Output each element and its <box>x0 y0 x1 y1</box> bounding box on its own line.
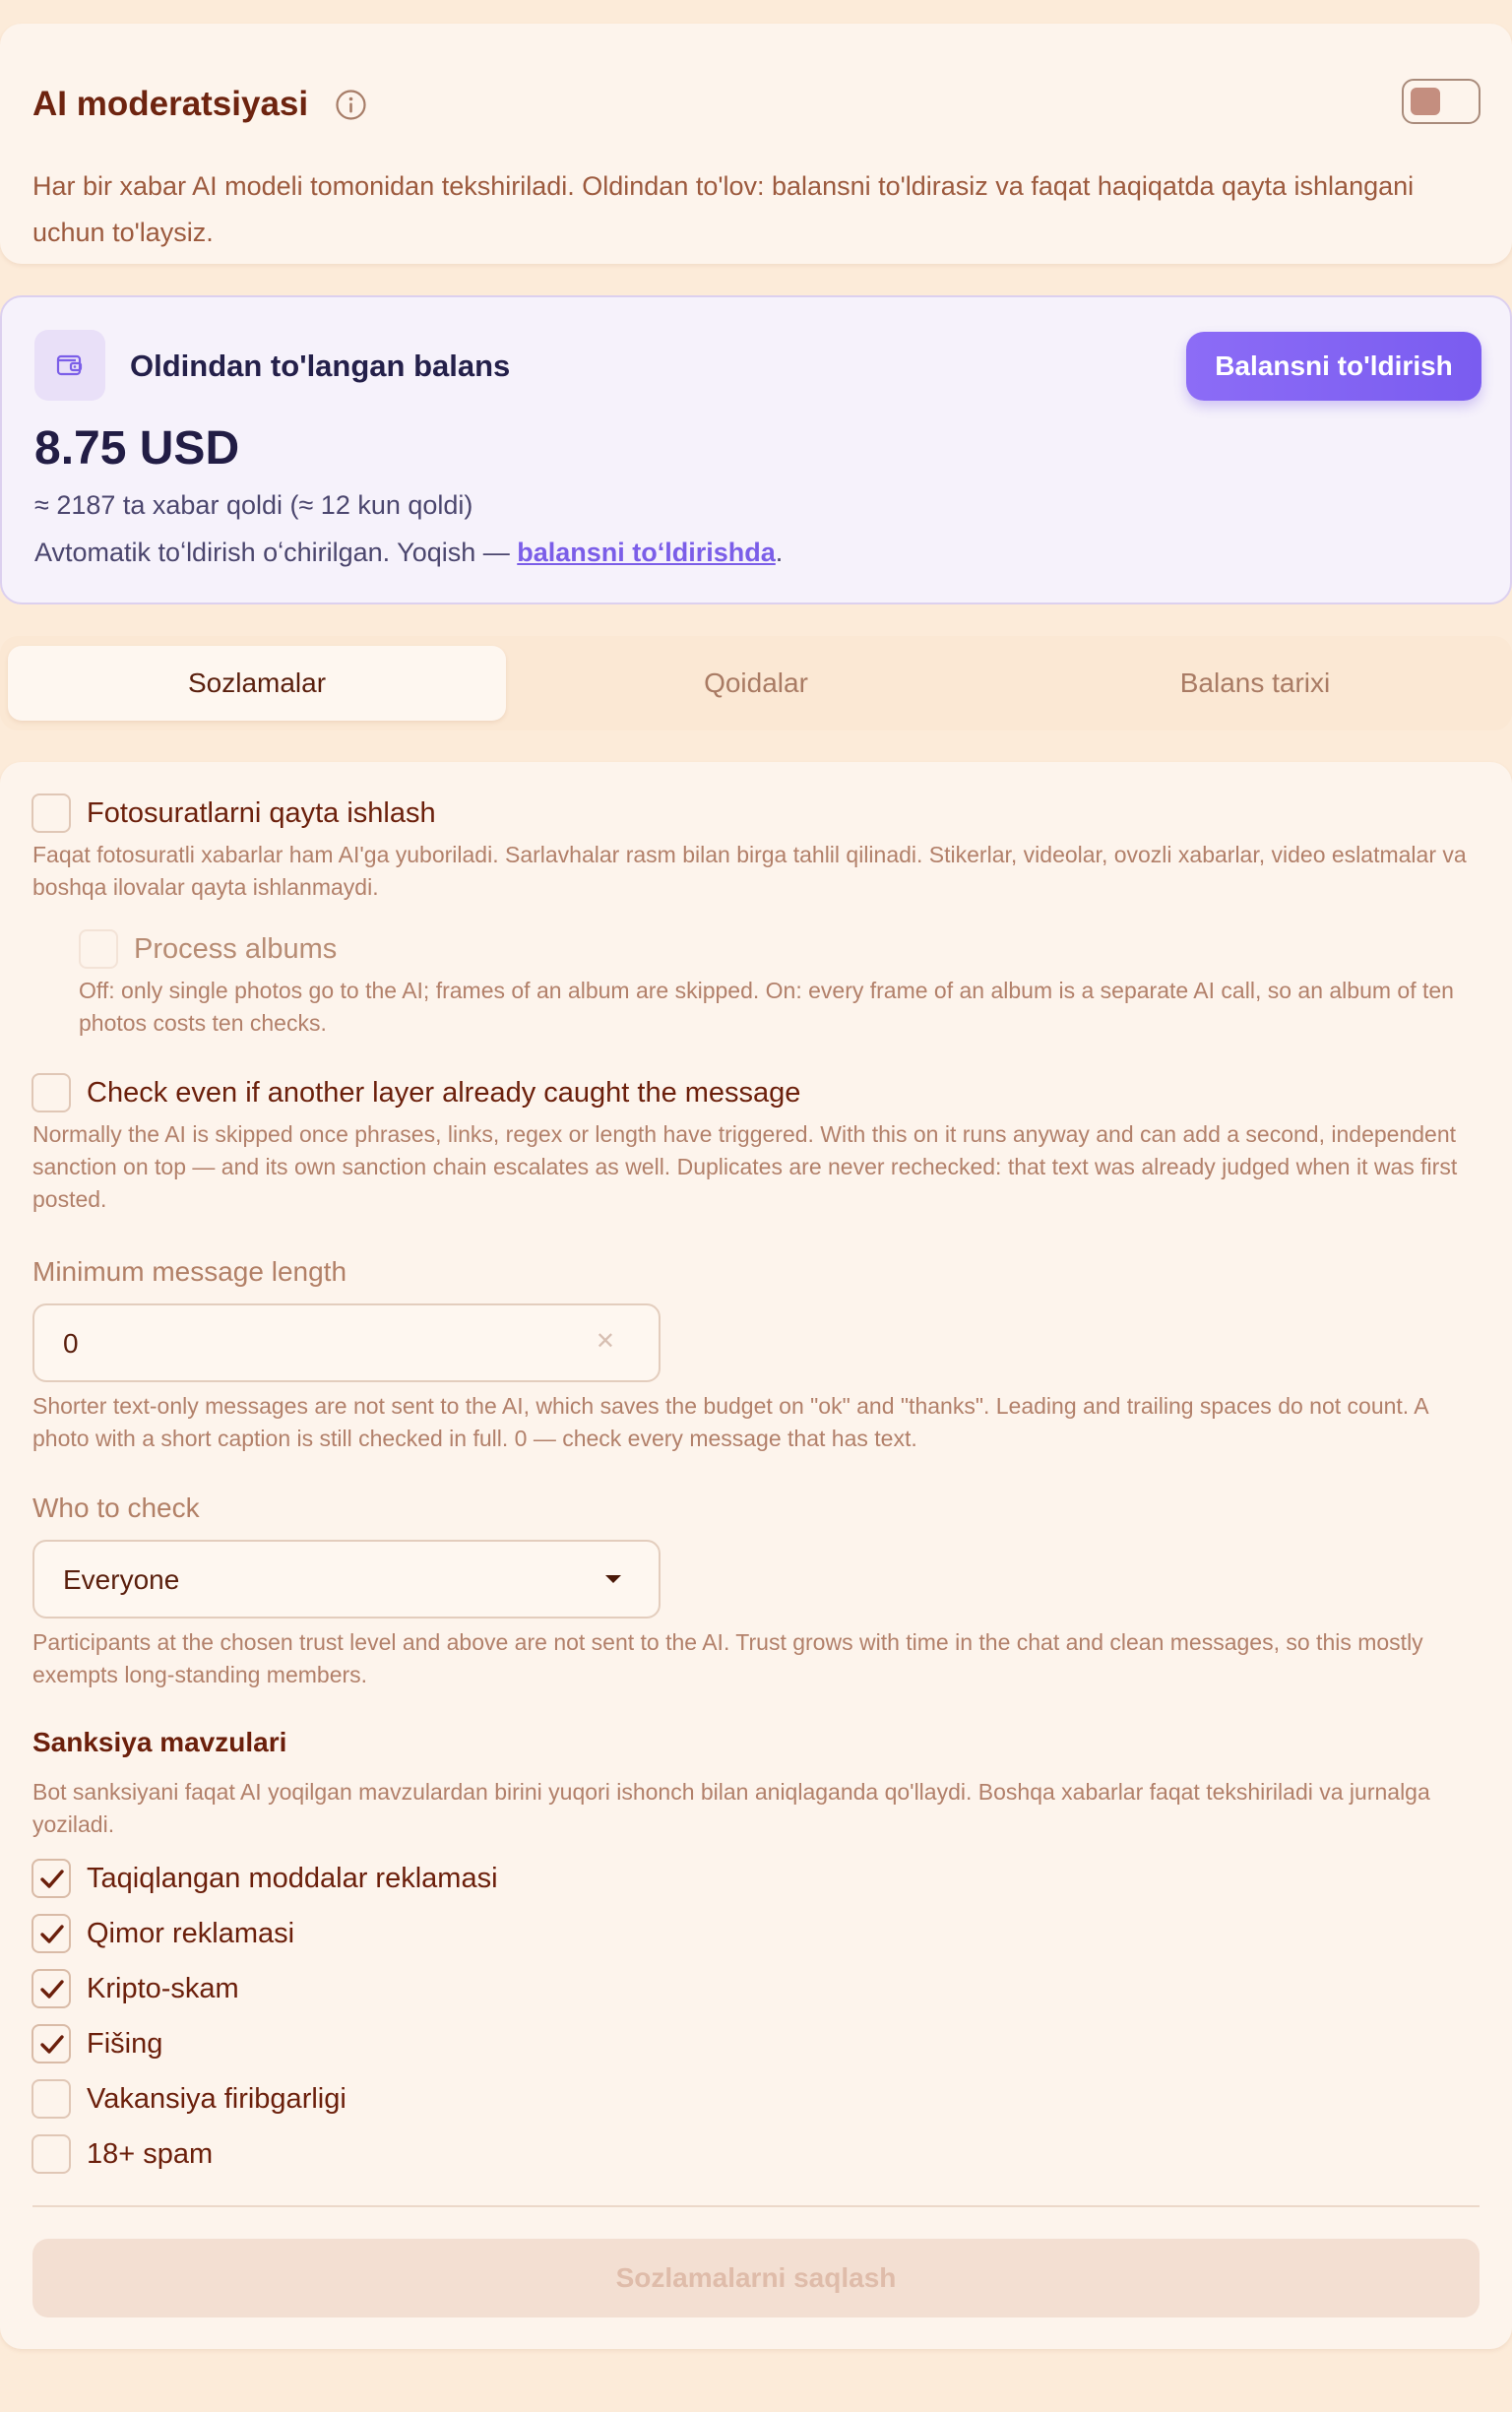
balance-title: Oldindan to'langan balans <box>130 349 511 383</box>
divider <box>32 2205 1480 2207</box>
settings-panel <box>0 762 1512 2349</box>
page-title: AI moderatsiyasi <box>32 85 309 123</box>
who-label: Who to check <box>32 1492 200 1523</box>
topic-checkbox-phishing[interactable] <box>32 2024 71 2063</box>
moderation-toggle[interactable] <box>1402 79 1480 124</box>
who-value: Everyone <box>63 1564 180 1595</box>
topic-checkbox-job-scam[interactable] <box>32 2079 71 2119</box>
topic-checkbox-crypto[interactable] <box>32 1969 71 2008</box>
info-icon[interactable] <box>335 89 367 121</box>
tab-rules[interactable]: Qoidalar <box>704 667 808 698</box>
topic-label: Fišing <box>87 2028 163 2060</box>
tab-balance-history[interactable]: Balans tarixi <box>1179 667 1331 698</box>
min-length-input[interactable] <box>32 1303 661 1382</box>
who-help: Participants at the chosen trust level and above are not sent to the AI. Trust grows with time in the chat and clean messages, so this mostly exempts long-standing members. <box>32 1629 1423 1687</box>
topics-title: Sanksiya mavzulari <box>32 1727 287 1757</box>
auto-topup-text: Avtomatik toʻldirish oʻchirilgan. Yoqish — <box>34 538 518 567</box>
topic-label: Qimor reklamasi <box>87 1918 295 1949</box>
layer-label: Check even if another layer already caught the message <box>87 1077 801 1109</box>
topic-checkbox-adult[interactable] <box>32 2134 71 2174</box>
who-select[interactable] <box>32 1540 661 1619</box>
min-length-label: Minimum message length <box>32 1256 347 1287</box>
topic-label: Vakansiya firibgarligi <box>87 2083 346 2115</box>
topics-help: Bot sanksiyani faqat AI yoqilgan mavzulardan birini yuqori ishonch bilan aniqlaganda qo'llaydi. Boshqa xabarlar faqat tekshiriladi va jurnalga yoziladi. <box>32 1779 1430 1837</box>
toggle-knob <box>1411 88 1440 115</box>
photos-checkbox[interactable] <box>32 793 71 833</box>
ai-moderation-card <box>0 24 1512 264</box>
topic-checkbox-gambling[interactable] <box>32 1914 71 1953</box>
topic-checkbox-drugs[interactable] <box>32 1859 71 1898</box>
balance-amount: 8.75 USD <box>34 422 240 475</box>
check-icon <box>39 2033 65 2057</box>
balance-card <box>0 295 1512 604</box>
albums-label: Process albums <box>134 933 338 965</box>
photos-label: Fotosuratlarni qayta ishlash <box>87 797 436 829</box>
photos-help: Faqat fotosuratli xabarlar ham AI'ga yuboriladi. Sarlavhalar rasm bilan birga tahlil qilinadi. Stikerlar, videolar, ovozli xabarlar, video eslatmalar va boshqa ilovalar qayta ishlanmaydi. <box>32 842 1467 900</box>
min-length-help: Shorter text-only messages are not sent to the AI, which saves the budget on "ok" and "thanks". Leading and trailing spaces do not count. A photo with a short caption is still checked in full. 0 — check every message that has text. <box>32 1393 1428 1451</box>
tab-bar <box>0 636 1512 730</box>
albums-checkbox[interactable] <box>79 929 118 969</box>
auto-topup-note <box>34 538 783 568</box>
layer-help: Normally the AI is skipped once phrases, links, regex or length have triggered. With this on it runs anyway and can add a second, independent sanction on top — and its own sanction chain escalates as well. Duplicates are never rechecked: that text was already judged when it was first posted. <box>32 1121 1458 1212</box>
wallet-icon <box>34 330 105 401</box>
tab-settings[interactable]: Sozlamalar <box>8 646 506 721</box>
albums-help: Off: only single photos go to the AI; frames of an album are skipped. On: every frame of an album is a separate AI call, so an album of ten photos costs ten checks. <box>79 978 1454 1036</box>
page-description: Har bir xabar AI modeli tomonidan tekshiriladi. Oldindan to'lov: balansni to'ldirasiz va faqat haqiqatda qayta ishlangani uchun to'laysiz. <box>32 171 1415 247</box>
check-icon <box>39 1868 65 1891</box>
topic-label: 18+ spam <box>87 2138 214 2170</box>
auto-topup-link[interactable]: balansni toʻldirishda <box>517 538 776 567</box>
clear-icon[interactable]: ✕ <box>595 1328 615 1355</box>
topic-label: Kripto-skam <box>87 1973 239 2004</box>
layer-checkbox[interactable] <box>32 1073 71 1112</box>
min-length-value: 0 <box>63 1328 79 1359</box>
topup-button[interactable]: Balansni to'ldirish <box>1186 332 1481 401</box>
save-settings-button[interactable]: Sozlamalarni saqlash <box>32 2239 1480 2317</box>
chevron-down-icon <box>605 1575 621 1583</box>
topic-label: Taqiqlangan moddalar reklamasi <box>87 1863 498 1894</box>
auto-topup-suffix: . <box>775 538 784 567</box>
balance-remaining: ≈ 2187 ta xabar qoldi (≈ 12 kun qoldi) <box>34 490 473 520</box>
check-icon <box>39 1978 65 2001</box>
check-icon <box>39 1923 65 1946</box>
